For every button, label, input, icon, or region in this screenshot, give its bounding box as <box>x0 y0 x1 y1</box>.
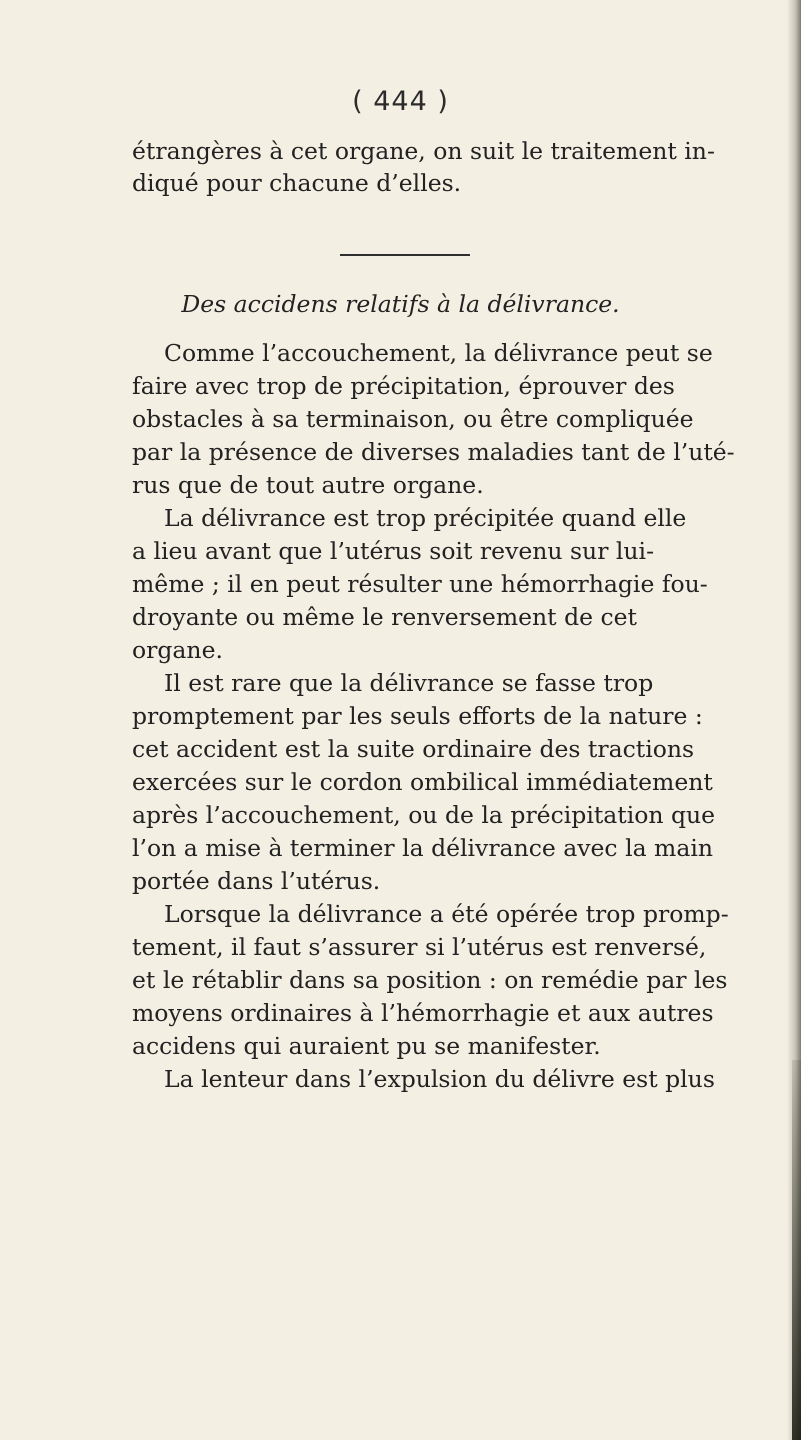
text-line: diqué pour chacune d’elles. <box>132 169 462 197</box>
text-line: tement, il faut s’assurer si l’utérus est renversé, <box>132 933 707 961</box>
text-line: cet accident est la suite ordinaire des tractions <box>132 735 695 763</box>
text-line: portée dans l’utérus. <box>132 867 381 895</box>
section-divider <box>340 254 470 256</box>
text-line: obstacles à sa terminaison, ou être compliquée <box>132 405 694 433</box>
text-line: rus que de tout autre organe. <box>132 471 484 499</box>
text-line: faire avec trop de précipitation, éprouver des <box>132 372 675 400</box>
text-line: La délivrance est trop précipitée quand elle <box>164 504 687 532</box>
page-number: ( 444 ) <box>352 86 449 117</box>
text-line: La lenteur dans l’expulsion du délivre est plus <box>164 1065 715 1093</box>
text-line: droyante ou même le renversement de cet <box>132 603 637 631</box>
text-line: a lieu avant que l’utérus soit revenu sur lui- <box>132 537 655 565</box>
text-line: exercées sur le cordon ombilical immédiatement <box>132 768 713 796</box>
text-line: organe. <box>132 636 223 664</box>
text-line: et le rétablir dans sa position : on remédie par les <box>132 966 728 994</box>
text-line: moyens ordinaires à l’hémorrhagie et aux autres <box>132 999 714 1027</box>
text-line: l’on a mise à terminer la délivrance avec la main <box>132 834 714 862</box>
text-line: étrangères à cet organe, on suit le traitement in- <box>132 137 715 165</box>
page-edge-binding <box>792 1060 801 1440</box>
text-line: Lorsque la délivrance a été opérée trop promp- <box>164 900 729 928</box>
text-line: accidens qui auraient pu se manifester. <box>132 1032 601 1060</box>
section-title: Des accidens relatifs à la délivrance. <box>181 290 620 318</box>
text-line: promptement par les seuls efforts de la nature : <box>132 702 703 730</box>
text-line: après l’accouchement, ou de la précipitation que <box>132 801 716 829</box>
text-line: même ; il en peut résulter une hémorrhagie fou- <box>132 570 708 598</box>
text-line: Comme l’accouchement, la délivrance peut se <box>164 339 713 367</box>
text-line: par la présence de diverses maladies tant de l’uté- <box>132 438 735 466</box>
text-line: Il est rare que la délivrance se fasse trop <box>164 669 654 697</box>
